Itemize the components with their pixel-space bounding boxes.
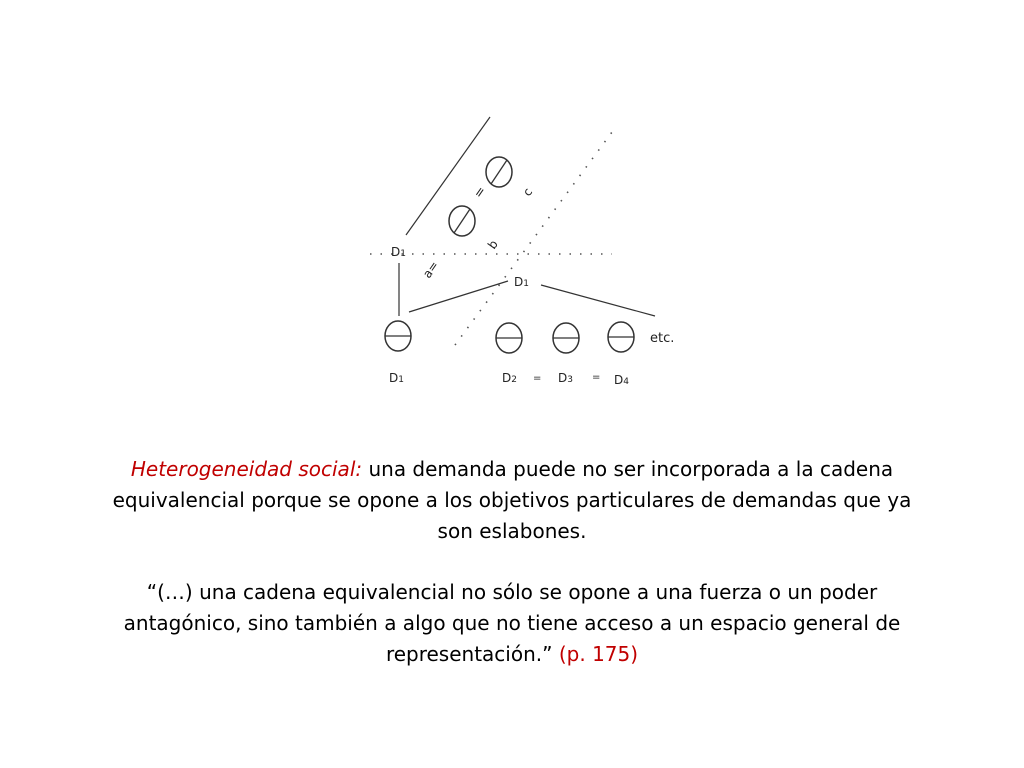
bottom-label-d3: D3 [558, 371, 573, 385]
label-b: b [484, 237, 501, 252]
label-a: a= [419, 258, 442, 281]
heterogeneity-paragraph [100, 454, 924, 547]
equals-sign-1: = [533, 373, 542, 384]
heterogeneity-term: Heterogeneidad social: [130, 457, 363, 481]
quote-paragraph [100, 577, 924, 670]
bottom-label-d2: D2 [502, 371, 517, 385]
heterogeneity-definition: una demanda puede no ser incorporada a la cadena equivalencial porque se opone a los objetivos particulares de demandas que ya son eslabones. [112, 457, 912, 543]
link-line-to-center-node [409, 281, 508, 312]
label-c: c [519, 185, 536, 199]
demand-circle-d4 [608, 322, 634, 352]
bottom-label-d1: D1 [389, 371, 404, 385]
node-center-d1: D1 [514, 275, 529, 289]
demand-circle-d2 [496, 323, 522, 353]
quote-text: “(…) una cadena equivalencial no sólo se opone a una fuerza o un poder antagónico, sino también a algo que no tiene acceso a un espacio general de representación.” [123, 580, 901, 666]
equals-sign-2: = [592, 372, 601, 383]
bottom-label-d4: D4 [614, 373, 629, 387]
upper-demand-circle [486, 157, 512, 187]
link-line-to-right [541, 285, 655, 316]
demand-circle-d1 [385, 321, 411, 351]
upper-solid-diagonal-line [406, 117, 490, 235]
lower-demand-circle [449, 206, 475, 236]
demand-circle-d3 [553, 323, 579, 353]
node-top-left-d1: D1 [391, 245, 406, 259]
label-eq-between-circles: = [470, 183, 490, 202]
diagonal-dotted-line [455, 128, 615, 345]
page-citation: (p. 175) [558, 642, 639, 666]
etc-label: etc. [650, 331, 675, 346]
